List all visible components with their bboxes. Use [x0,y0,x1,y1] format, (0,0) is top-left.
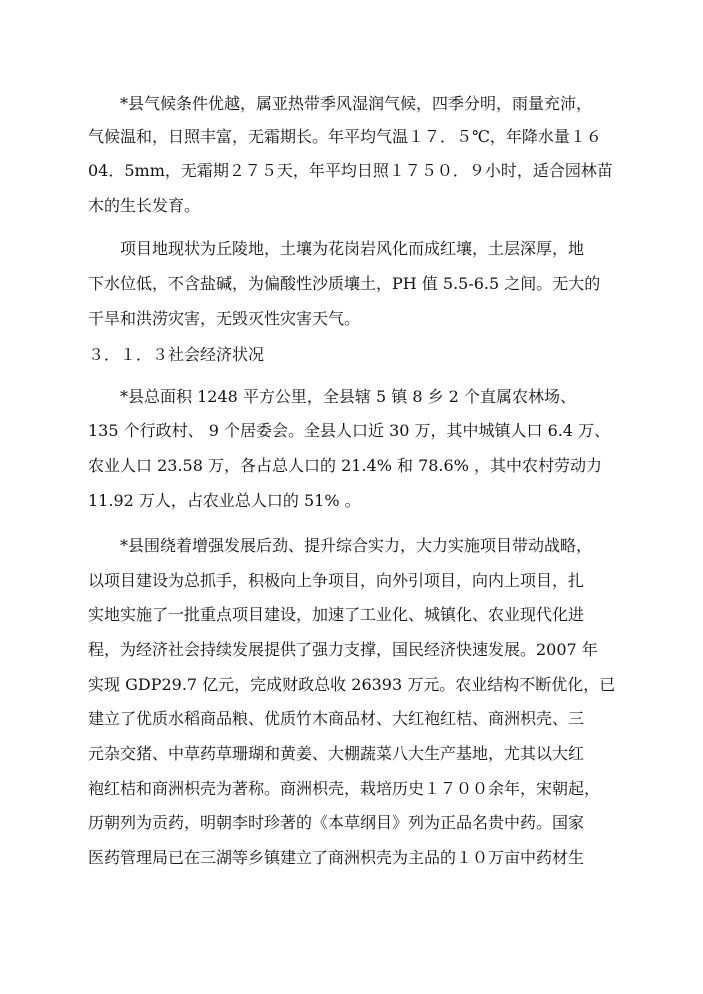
paragraph-economy-line: 建立了优质水稻商品粮、优质竹木商品材、大红袍红桔、商洲枳壳、三 [88,709,585,728]
paragraph-population-line: 农业人口 23.58 万，各占总人口的 21.4% 和 78.6% ，其中农村劳动力 [88,456,602,475]
paragraph-population-line: 11.92 万人，占农业总人口的 51% 。 [88,491,361,510]
paragraph-economy-line: 医药管理局已在三湖等乡镇建立了商洲枳壳为主品的１０万亩中药材生 [88,848,585,867]
paragraph-climate-line: 04．5mm，无霜期２７５天，年平均日照１７５０．９小时，适合园林苗 [88,161,613,180]
paragraph-population-line: 135 个行政村、 9 个居委会。全县人口近 30 万，其中城镇人口 6.4 万、 [88,421,611,440]
paragraph-economy-line: 以项目建设为总抓手，积极向上争项目，向外引项目，向内上项目，扎 [88,571,585,590]
paragraph-economy-line: 实现 GDP29.7 亿元，完成财政总收 26393 万元。农业结构不断优化，已 [88,675,616,694]
paragraph-climate-line: 木的生长发育。 [88,196,201,215]
paragraph-economy-line: 元杂交猪、中草药草珊瑚和黄姜、大棚蔬菜八大生产基地，尤其以大红 [88,744,585,763]
paragraph-site-line: 干旱和洪涝灾害，无毁灭性灾害天气。 [88,309,361,328]
paragraph-economy-line: 历朝列为贡药，明朝李时珍著的《本草纲目》列为正品名贵中药。国家 [88,813,585,832]
paragraph-climate-line: *县气候条件优越，属亚热带季风湿润气候，四季分明，雨量充沛， [120,94,593,113]
paragraph-climate-line: 气候温和，日照丰富，无霜期长。年平均气温１７．５℃，年降水量１６ [88,127,602,146]
paragraph-population-line: *县总面积 1248 平方公里，全县辖 5 镇 8 乡 2 个直属农林场、 [120,387,576,406]
paragraph-economy-line: 实地实施了一批重点项目建设，加速了工业化、城镇化、农业现代化进 [88,605,585,624]
paragraph-economy-line: 程，为经济社会持续发展提供了强力支撑，国民经济快速发展。2007 年 [88,640,598,659]
paragraph-economy-line: *县围绕着增强发展后劲、提升综合实力，大力实施项目带动战略， [120,536,593,555]
paragraph-economy-line: 袍红桔和商洲枳壳为著称。商洲枳壳，栽培历史１７００余年，宋朝起， [88,779,601,798]
paragraph-site-line: 下水位低，不含盐碱，为偏酸性沙质壤土，PH 值 5.5-6.5 之间。无大的 [88,274,601,293]
paragraph-site-line: 项目地现状为丘陵地，土壤为花岗岩风化而成红壤，土层深厚，地 [120,239,585,258]
section-heading: ３．１．３社会经济状况 [88,345,265,364]
